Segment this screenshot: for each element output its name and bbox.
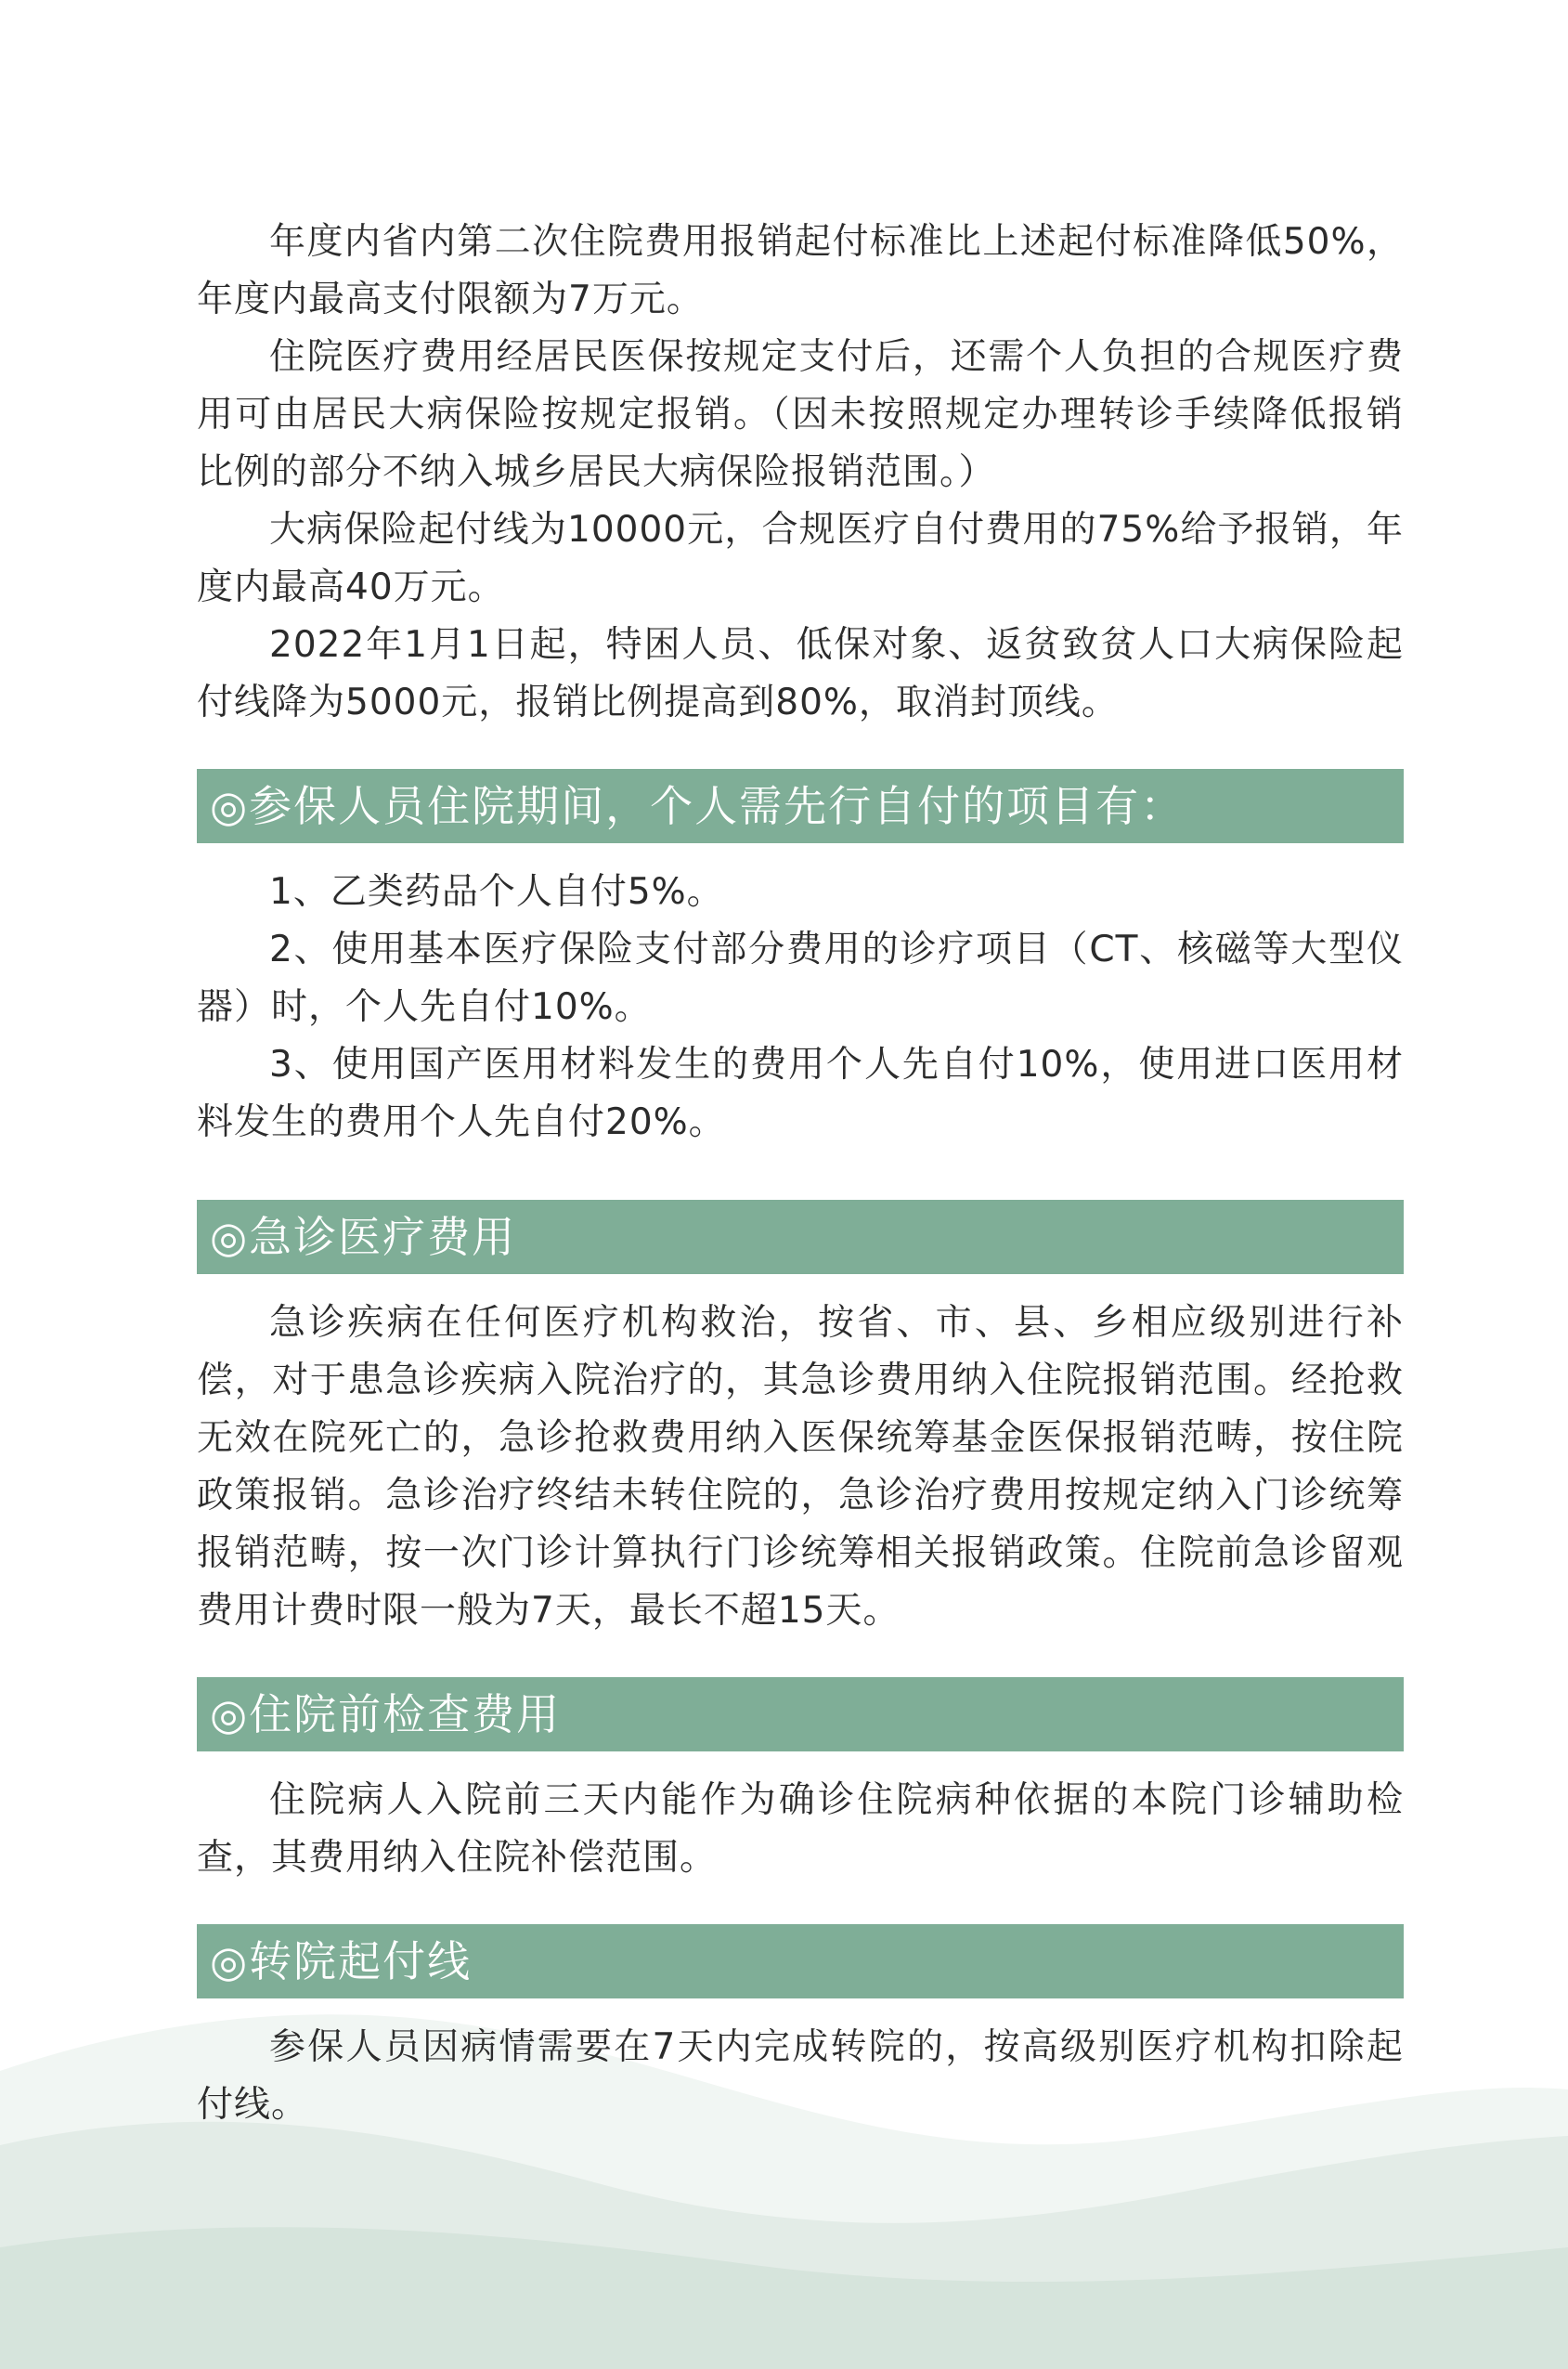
intro-paragraph-3: 大病保险起付线为10000元，合规医疗自付费用的75%给予报销，年度内最高40万元。 bbox=[197, 509, 1404, 608]
section-header-transfer-deductible: ◎转院起付线 bbox=[197, 1924, 1404, 1998]
section-header-emergency: ◎急诊医疗费用 bbox=[197, 1200, 1404, 1274]
section-header-self-pay: ◎参保人员住院期间，个人需先行自付的项目有： bbox=[197, 769, 1404, 843]
intro-paragraph-2: 住院医疗费用经居民医保按规定支付后，还需个人负担的合规医疗费用可由居民大病保险按规定报销。（因未按照规定办理转诊手续降低报销比例的部分不纳入城乡居民大病保险报销范围。） bbox=[197, 336, 1404, 493]
self-pay-item-3: 3、使用国产医用材料发生的费用个人先自付10%，使用进口医用材料发生的费用个人先自付20%。 bbox=[197, 1044, 1404, 1143]
transfer-deductible-paragraph: 参保人员因病情需要在7天内完成转院的，按高级别医疗机构扣除起付线。 bbox=[197, 2026, 1404, 2126]
self-pay-item-1: 1、乙类药品个人自付5%。 bbox=[269, 871, 724, 913]
emergency-paragraph: 急诊疾病在任何医疗机构救治，按省、市、县、乡相应级别进行补偿，对于患急诊疾病入院治疗的，其急诊费用纳入住院报销范围。经抢救无效在院死亡的，急诊抢救费用纳入医保统筹基金医保报销范畴，按住院政策报销。急诊治疗终结未转住院的，急诊治疗费用按规定纳入门诊统筹报销范畴，按一次门诊计算执行门诊统筹相关报销政策。住院前急诊留观费用计费时限一般为7天，最长不超15天。 bbox=[197, 1302, 1404, 1632]
content-column bbox=[197, 214, 1404, 2134]
intro-paragraph-1: 年度内省内第二次住院费用报销起付标准比上述起付标准降低50%，年度内最高支付限额为7万元。 bbox=[197, 221, 1404, 320]
pre-admission-exam-paragraph: 住院病人入院前三天内能作为确诊住院病种依据的本院门诊辅助检查，其费用纳入住院补偿范围。 bbox=[197, 1779, 1404, 1879]
section-header-pre-admission-exam: ◎住院前检查费用 bbox=[197, 1677, 1404, 1751]
self-pay-item-2: 2、使用基本医疗保险支付部分费用的诊疗项目（CT、核磁等大型仪器）时，个人先自付10%。 bbox=[197, 929, 1404, 1028]
intro-paragraph-4: 2022年1月1日起，特困人员、低保对象、返贫致贫人口大病保险起付线降为5000元，报销比例提高到80%，取消封顶线。 bbox=[197, 624, 1404, 723]
